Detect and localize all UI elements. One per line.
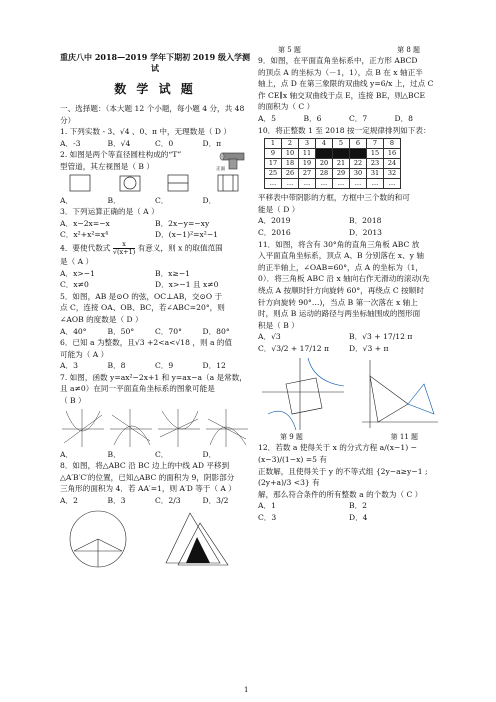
q2-option-b: B．: [107, 195, 121, 205]
q10-option-b: B．2018: [349, 216, 382, 226]
q8-triangles: [166, 513, 228, 565]
q2-option-d: D．: [202, 195, 217, 205]
table-cell: 6: [350, 139, 367, 149]
q8-options: [60, 495, 250, 507]
q8-option-c: C．2/3: [155, 496, 181, 506]
table-cell: 30: [350, 169, 367, 179]
table-cell: …: [282, 179, 299, 189]
q7-option-b: B．: [107, 449, 121, 459]
caption-q8: 第 8 题: [397, 46, 420, 54]
table-row: [265, 139, 401, 149]
q2-stem-1: 2. 如图是两个等直径圆柱构成的“T”: [60, 150, 182, 160]
q7-options: [60, 449, 250, 461]
table-cell: …: [367, 179, 384, 189]
q6-stem-2: 可能为（ A ）: [60, 349, 109, 359]
q10-option-c: C．2016: [258, 227, 291, 237]
caption-q5: 第 5 题: [278, 46, 301, 54]
table-cell: 1: [265, 139, 282, 149]
table-cell: 31: [367, 169, 384, 179]
q4-denominator: √(x+1): [112, 247, 136, 256]
table-row: [265, 149, 401, 159]
q12-option-d: D．4: [349, 513, 368, 523]
q9-line-3: 轴上，点 D 在第三象限的双曲线 y=6/x 上，过点 C: [258, 79, 434, 89]
q5-option-d: D．80°: [202, 326, 230, 336]
q11-option-c: C．√3/2 + 17/12 π: [258, 343, 329, 353]
table-cell: 3: [299, 139, 316, 149]
table-cell: …: [384, 179, 401, 189]
q4-stem-2: 有意义，则 x 的取值范围: [137, 243, 223, 253]
q1-stem: 1. 下列实数 - 3、√4 、0、π 中，无理数是（ D ）: [60, 127, 232, 137]
table-cell: …: [333, 179, 350, 189]
right-column: [258, 45, 440, 524]
q8-stem-2: △A′B′C′的位置，已知△ABC 的面积为 9，阴影部分: [60, 472, 235, 482]
q4-options: [60, 268, 250, 291]
table-cell: 17: [265, 159, 282, 169]
q6-options: [60, 360, 250, 372]
q2-block: [60, 149, 250, 172]
q5-option-a: A．40°: [60, 326, 87, 336]
q3-stem: 3．下列运算正确的是（ A ）: [60, 207, 159, 217]
table-cell: …: [265, 179, 282, 189]
q11-option-b: B．√3 + 17/12 π: [349, 332, 413, 342]
table-cell: 28: [316, 169, 333, 179]
q11-line-5: 绕点 A 按顺时针方向旋转 60°，再绕点 C 按顺时: [258, 285, 424, 295]
q8-stem-1: 8．如图，将△ABC 沿 BC 边上的中线 AD 平移到: [60, 461, 230, 471]
table-cell: 21: [333, 159, 350, 169]
q2-stem-2: 型管道，其左视图是（ B ）: [60, 161, 154, 171]
q1-options: [60, 138, 250, 150]
q12-line-3: 解，那么符合条件的所有整数 a 的个数为（ C ）: [258, 489, 423, 499]
q9-line-5: 的面积为（ C ）: [258, 102, 315, 112]
table-cell: 5: [333, 139, 350, 149]
q6-option-b: B．8: [107, 361, 126, 371]
q9-line-2: 的顶点 A 的坐标为（－1，1），点 B 在 x 轴正半: [258, 67, 423, 77]
q9-option-a: A．5: [258, 113, 276, 123]
q3-option-a: A．x−2x=−x: [60, 218, 110, 228]
table-cell: 15: [367, 149, 384, 159]
q4-option-c: C．x≠0: [60, 280, 89, 290]
q6-option-d: D．12: [202, 361, 226, 371]
section-heading: 一、选择题：（本大题 12 个小题，每小题 4 分，共 48 分）: [60, 104, 245, 125]
q1-option-b: B．√4: [107, 138, 131, 148]
q1-option-c: C．0: [155, 138, 174, 148]
q7-option-d: D．: [202, 449, 217, 459]
q9-line-4: 作 CE∥x 轴交双曲线于点 E，连接 BE，则△BCE: [258, 90, 426, 100]
q1-option-d: D．π: [202, 138, 222, 148]
q11-line-8: 积是（ B ）: [258, 320, 299, 330]
table-cell: 4: [316, 139, 333, 149]
q11-line-2: 入平面直角坐标系，顶点 A、B 分别落在 x、y 轴: [258, 251, 424, 261]
q9-option-d: D．8: [394, 113, 414, 123]
t-pipe-figure: [216, 149, 250, 171]
q7-stem-1: 7. 如图，函数 y=ax²−2x+1 和 y=ax−a（a 是常数，: [60, 372, 247, 382]
q7-graphs-figure: [60, 407, 250, 449]
caption-q9: 第 9 题: [280, 433, 303, 442]
q3-option-d: D．(x−1)²=x²−1: [155, 230, 219, 240]
q6-option-a: A．3: [60, 361, 78, 371]
q4-option-a: A．x>−1: [60, 268, 95, 278]
front-view-label: 正面: [216, 167, 225, 172]
q11-line-3: 的正半轴上，∠OAB=60°，点 A 的坐标为（1，: [258, 262, 423, 272]
q5-stem-3: ∠AOB 的度数是（ D ）: [60, 314, 143, 324]
q10-line-1: 10．将正整数 1 至 2018 按一定规律排列如下表：: [258, 125, 431, 135]
q12-line-2: 正数解，且使得关于 y 的不等式组 {2y−a≥y−1 ; (2y+a)/3 <3} 有: [258, 466, 428, 488]
q11-line-4: 0）．将三角板 ABC 沿 x 轴向右作无滑动的滚动(先: [258, 274, 430, 284]
q5-stem-2: 点 C，连接 OA、OB、BC，若∠ABC=20°，则: [60, 303, 225, 313]
q11-figure: [362, 360, 438, 428]
shaded-cell: [333, 149, 350, 159]
top-captions: [258, 45, 440, 55]
q4-fraction: [113, 241, 135, 256]
q5-stem-1: 5．如图，AB 是⊙O 的弦，OC⊥AB，交⊙O 于: [60, 291, 223, 301]
q11-line-1: 11．如图，将含有 30°角的直角三角板 ABC 放: [258, 239, 420, 249]
q11-option-a: A．√3: [258, 332, 281, 342]
q12-options: [258, 500, 440, 523]
q2-views-figure: [60, 173, 250, 195]
q10-line-2: 平移表中带阴影的方框，方框中三个数的和可: [258, 193, 410, 203]
table-cell: 29: [333, 169, 350, 179]
q9-figure: [262, 358, 344, 430]
q12-option-a: A．1: [258, 501, 276, 511]
table-row: [265, 159, 401, 169]
table-row: [265, 169, 401, 179]
q5-options: [60, 326, 250, 338]
q1-option-a: A．-3: [60, 138, 81, 148]
q3-option-c: C．x²+x²=x⁴: [60, 230, 109, 240]
q4-stem: [60, 241, 250, 256]
table-cell: 23: [367, 159, 384, 169]
left-column: [60, 52, 250, 569]
q9-q11-figures: [258, 354, 440, 432]
q10-option-a: A．2019: [258, 216, 291, 226]
q9-option-b: B．6: [303, 113, 322, 123]
table-cell: 9: [265, 149, 282, 159]
shaded-cell: [316, 149, 333, 159]
q5-q8-figures: [60, 507, 250, 569]
q8-option-d: D．3/2: [202, 496, 229, 506]
table-cell: 27: [299, 169, 316, 179]
q10-number-table: [264, 138, 401, 189]
q3-options: [60, 218, 250, 241]
q10-options: [258, 215, 440, 238]
q2-options: [60, 195, 250, 207]
q7-option-a: A．: [60, 449, 74, 459]
page-number: 1: [244, 686, 249, 694]
table-cell: 11: [299, 149, 316, 159]
q11-option-d: D．√3 + π: [349, 343, 389, 353]
q8-option-b: B．3: [107, 496, 126, 506]
exam-subtitle: 数 学 试 题: [114, 82, 196, 96]
caption-q11: 第 11 题: [390, 433, 418, 442]
q9-options: [258, 113, 440, 125]
q4-stem-3: 是（ A ）: [60, 256, 94, 266]
q6-option-c: C．9: [155, 361, 174, 371]
table-row: [265, 179, 401, 189]
q11-line-7: 时，则点 B 运动的路径与两坐标轴围成的图形面: [258, 309, 421, 319]
q8-stem-3: 三角形的面积为 4．若 AA′=1，则 A′D 等于（ A ）: [60, 484, 236, 494]
table-cell: 20: [316, 159, 333, 169]
q7-stem-2: 且 a≠0）在同一平面直角坐标系的图象可能是: [60, 384, 215, 394]
q2-option-c: C．: [155, 195, 169, 205]
table-cell: 26: [282, 169, 299, 179]
table-cell: 7: [367, 139, 384, 149]
table-cell: 32: [384, 169, 401, 179]
q2-option-a: A．: [60, 195, 74, 205]
q4-stem-1: 4．要使代数式: [60, 243, 111, 253]
q9-option-c: C．7: [349, 113, 368, 123]
q4-numerator: x: [113, 241, 135, 249]
q10-line-3: 能是（ D ）: [258, 204, 300, 214]
table-cell: 8: [384, 139, 401, 149]
q7-option-c: C．: [155, 449, 169, 459]
q11-line-6: 针方向旋转 90°…)，当点 B 第一次落在 x 轴上: [258, 297, 418, 307]
q12-option-b: B．2: [349, 501, 368, 511]
q10-option-d: D．2013: [349, 227, 383, 237]
q5-option-b: B．50°: [107, 326, 135, 336]
q3-option-b: B．2x−y=−xy: [155, 218, 210, 228]
table-cell: 10: [282, 149, 299, 159]
q12-option-c: C．3: [258, 513, 277, 523]
table-cell: …: [316, 179, 333, 189]
q8-option-a: A．2: [60, 496, 78, 506]
table-cell: 22: [350, 159, 367, 169]
table-cell: 25: [265, 169, 282, 179]
table-cell: 2: [282, 139, 299, 149]
q7-stem-3: （ B ）: [60, 396, 86, 406]
q11-options: [258, 331, 440, 354]
q6-stem-1: 6．已知 a 为整数，且√3 +2<a<√18 ，则 a 的值: [60, 338, 233, 348]
q4-option-d: D．x>−1 且 x≠0: [155, 280, 219, 290]
table-cell: …: [350, 179, 367, 189]
q9-line-1: 9．如图，在平面直角坐标系中，正方形 ABCD: [258, 56, 418, 65]
q12-line-1: 12．若数 a 使得关于 x 的分式方程 a/(x−1) − (x−3)/(1−x) =5 有: [258, 443, 417, 465]
shaded-cell: [350, 149, 367, 159]
table-cell: 16: [384, 149, 401, 159]
exam-title: 重庆八中 2018—2019 学年下期初 2019 级入学测试: [60, 52, 250, 73]
table-cell: 19: [299, 159, 316, 169]
q4-option-b: B．x≥−1: [155, 268, 191, 278]
mid-captions: [258, 432, 440, 442]
table-cell: 18: [282, 159, 299, 169]
table-cell: 24: [384, 159, 401, 169]
q5-option-c: C．70°: [155, 326, 182, 336]
table-cell: …: [299, 179, 316, 189]
